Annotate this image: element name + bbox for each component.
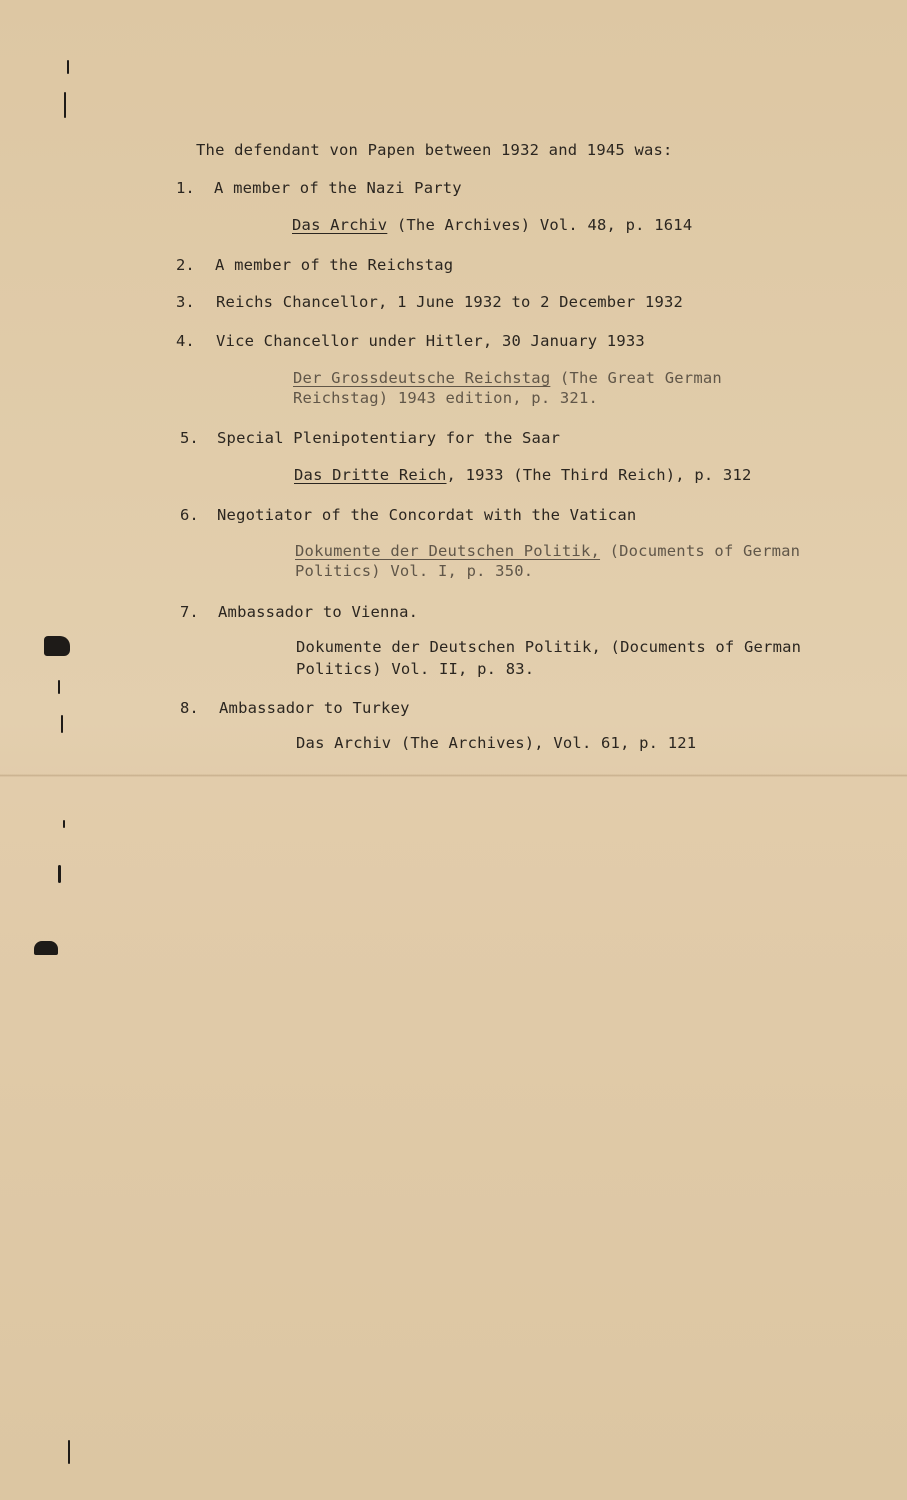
reference-line2: Politics) Vol. II, p. 83. [296, 660, 535, 678]
reference-line2: Reichstag) 1943 edition, p. 321. [293, 389, 599, 407]
binding-hole-mark [34, 941, 58, 955]
item-text: Special Plenipotentiary for the Saar [217, 429, 561, 447]
item-text: A member of the Reichstag [215, 256, 454, 274]
punch-mark [58, 680, 60, 694]
reference-title: Das Dritte Reich [294, 466, 447, 484]
item-text: A member of the Nazi Party [214, 179, 462, 197]
item-number: 2. [176, 256, 195, 274]
heading: The defendant von Papen between 1932 and 1945 was: [196, 141, 673, 159]
reference-rest: (The Great German [550, 369, 722, 387]
punch-mark [67, 60, 69, 74]
item-number: 3. [176, 293, 195, 311]
item-text: Reichs Chancellor, 1 June 1932 to 2 December 1932 [216, 293, 684, 311]
reference-rest: (The Archives) Vol. 48, p. 1614 [387, 216, 693, 234]
item-text: Ambassador to Vienna. [218, 603, 419, 621]
punch-mark [68, 1440, 70, 1464]
reference-line2: Politics) Vol. I, p. 350. [295, 562, 534, 580]
binding-hole-mark [44, 636, 70, 656]
reference: Das Archiv (The Archives), Vol. 61, p. 121 [296, 734, 697, 752]
item-number: 8. [180, 699, 199, 717]
reference-title: Das Archiv [292, 216, 388, 234]
page-fold [0, 774, 907, 777]
reference [293, 369, 722, 387]
reference-rest: (Documents of German [600, 542, 801, 560]
item-number: 7. [180, 603, 199, 621]
punch-mark [58, 865, 61, 883]
item-number: 6. [180, 506, 199, 524]
punch-mark [63, 820, 65, 828]
reference [292, 216, 692, 234]
punch-mark [64, 92, 66, 118]
item-text: Vice Chancellor under Hitler, 30 January 1933 [216, 332, 645, 350]
item-number: 4. [176, 332, 195, 350]
reference [295, 542, 800, 560]
item-number: 1. [176, 179, 195, 197]
reference-title: Der Grossdeutsche Reichstag [293, 369, 551, 387]
reference-title: Dokumente der Deutschen Politik, [295, 542, 601, 560]
reference: Dokumente der Deutschen Politik, (Documents of German [296, 638, 802, 656]
item-text: Negotiator of the Concordat with the Vatican [217, 506, 637, 524]
item-number: 5. [180, 429, 199, 447]
item-text: Ambassador to Turkey [219, 699, 410, 717]
reference [294, 466, 752, 484]
reference-rest: , 1933 (The Third Reich), p. 312 [446, 466, 752, 484]
punch-mark [61, 715, 63, 733]
